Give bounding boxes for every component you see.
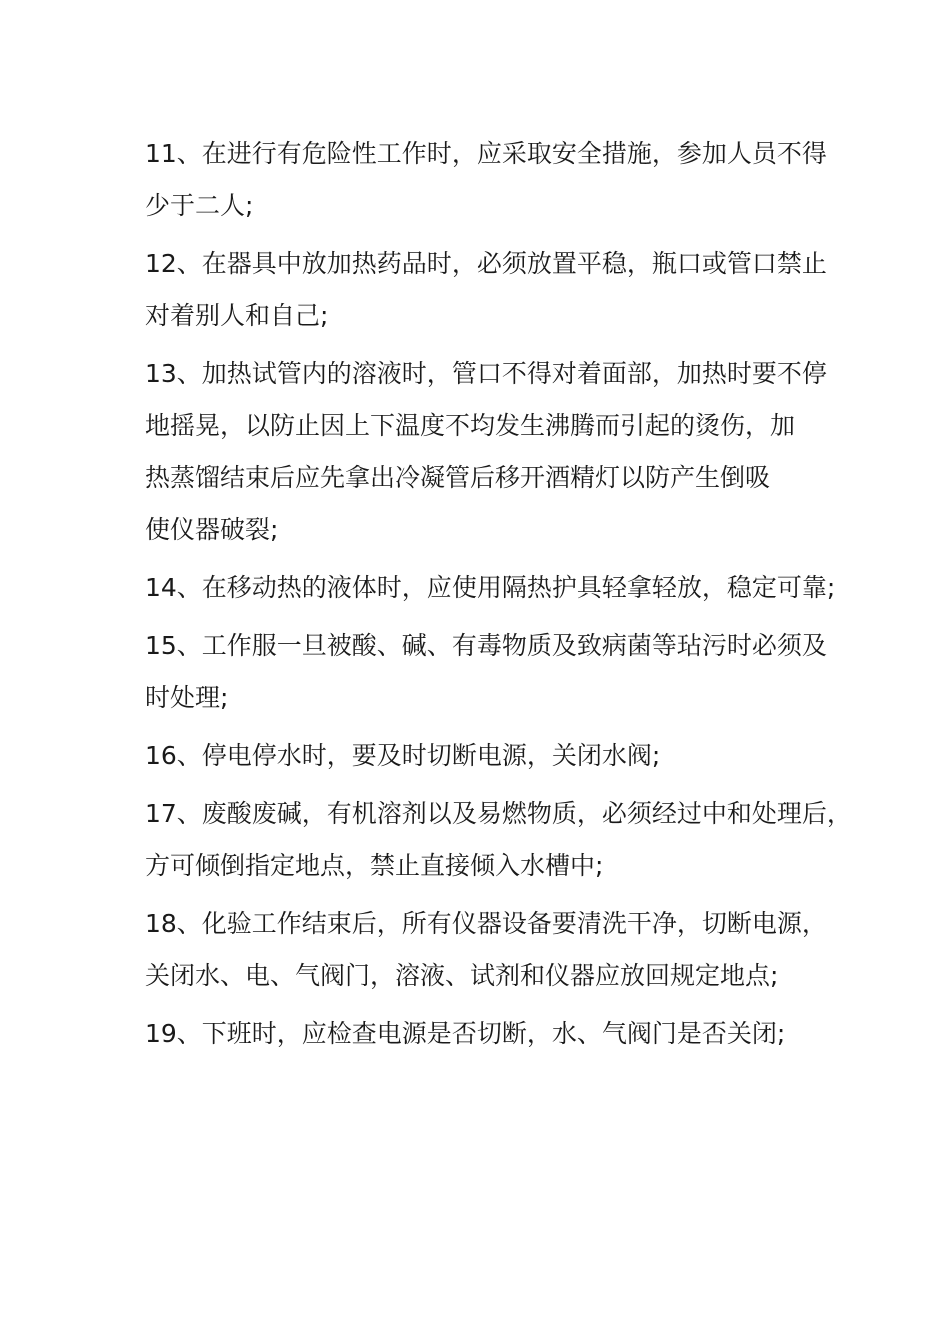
rule-item-14 [145, 562, 836, 614]
rule-text-line: 12、在器具中放加热药品时，必须放置平稳，瓶口或管口禁止 [145, 249, 827, 278]
rule-text-line: 16、停电停水时，要及时切断电源，关闭水阀; [145, 741, 661, 770]
rule-text-line: 热蒸馏结束后应先拿出冷凝管后移开酒精灯以防产生倒吸 [145, 463, 771, 492]
rule-text-line: 15、工作服一旦被酸、碱、有毒物质及致病菌等玷污时必须及 [145, 631, 827, 660]
rule-item-19 [145, 1008, 815, 1060]
rule-text-line: 关闭水、电、气阀门，溶液、试剂和仪器应放回规定地点; [145, 961, 779, 990]
rule-item-17 [145, 788, 852, 892]
rule-text-line: 11、在进行有危险性工作时，应采取安全措施，参加人员不得 [145, 139, 827, 168]
rule-text-line: 时处理; [145, 683, 229, 712]
rule-text-line: 使仪器破裂; [145, 515, 279, 544]
rule-item-13 [145, 348, 827, 556]
rule-text-line: 对着别人和自己; [145, 301, 329, 330]
rule-item-16 [145, 730, 815, 782]
rule-text-line: 19、下班时，应检查电源是否切断，水、气阀门是否关闭; [145, 1019, 786, 1048]
rule-item-11 [145, 128, 827, 232]
rule-text-line: 方可倾倒指定地点，禁止直接倾入水槽中; [145, 851, 604, 880]
rule-item-15 [145, 620, 827, 724]
rule-text-line: 18、化验工作结束后，所有仪器设备要清洗干净，切断电源， [145, 909, 827, 938]
rule-text-line: 少于二人; [145, 191, 254, 220]
rules-list [145, 128, 852, 1066]
rule-text-line: 地摇晃，以防止因上下温度不均发生沸腾而引起的烫伤，加 [145, 411, 796, 440]
rule-text-line: 17、废酸废碱，有机溶剂以及易燃物质，必须经过中和处理后， [145, 799, 852, 828]
rule-item-18 [145, 898, 827, 1002]
rule-text-line: 14、在移动热的液体时，应使用隔热护具轻拿轻放，稳定可靠; [145, 573, 836, 602]
rule-text-line: 13、加热试管内的溶液时，管口不得对着面部，加热时要不停 [145, 359, 827, 388]
rule-item-12 [145, 238, 827, 342]
